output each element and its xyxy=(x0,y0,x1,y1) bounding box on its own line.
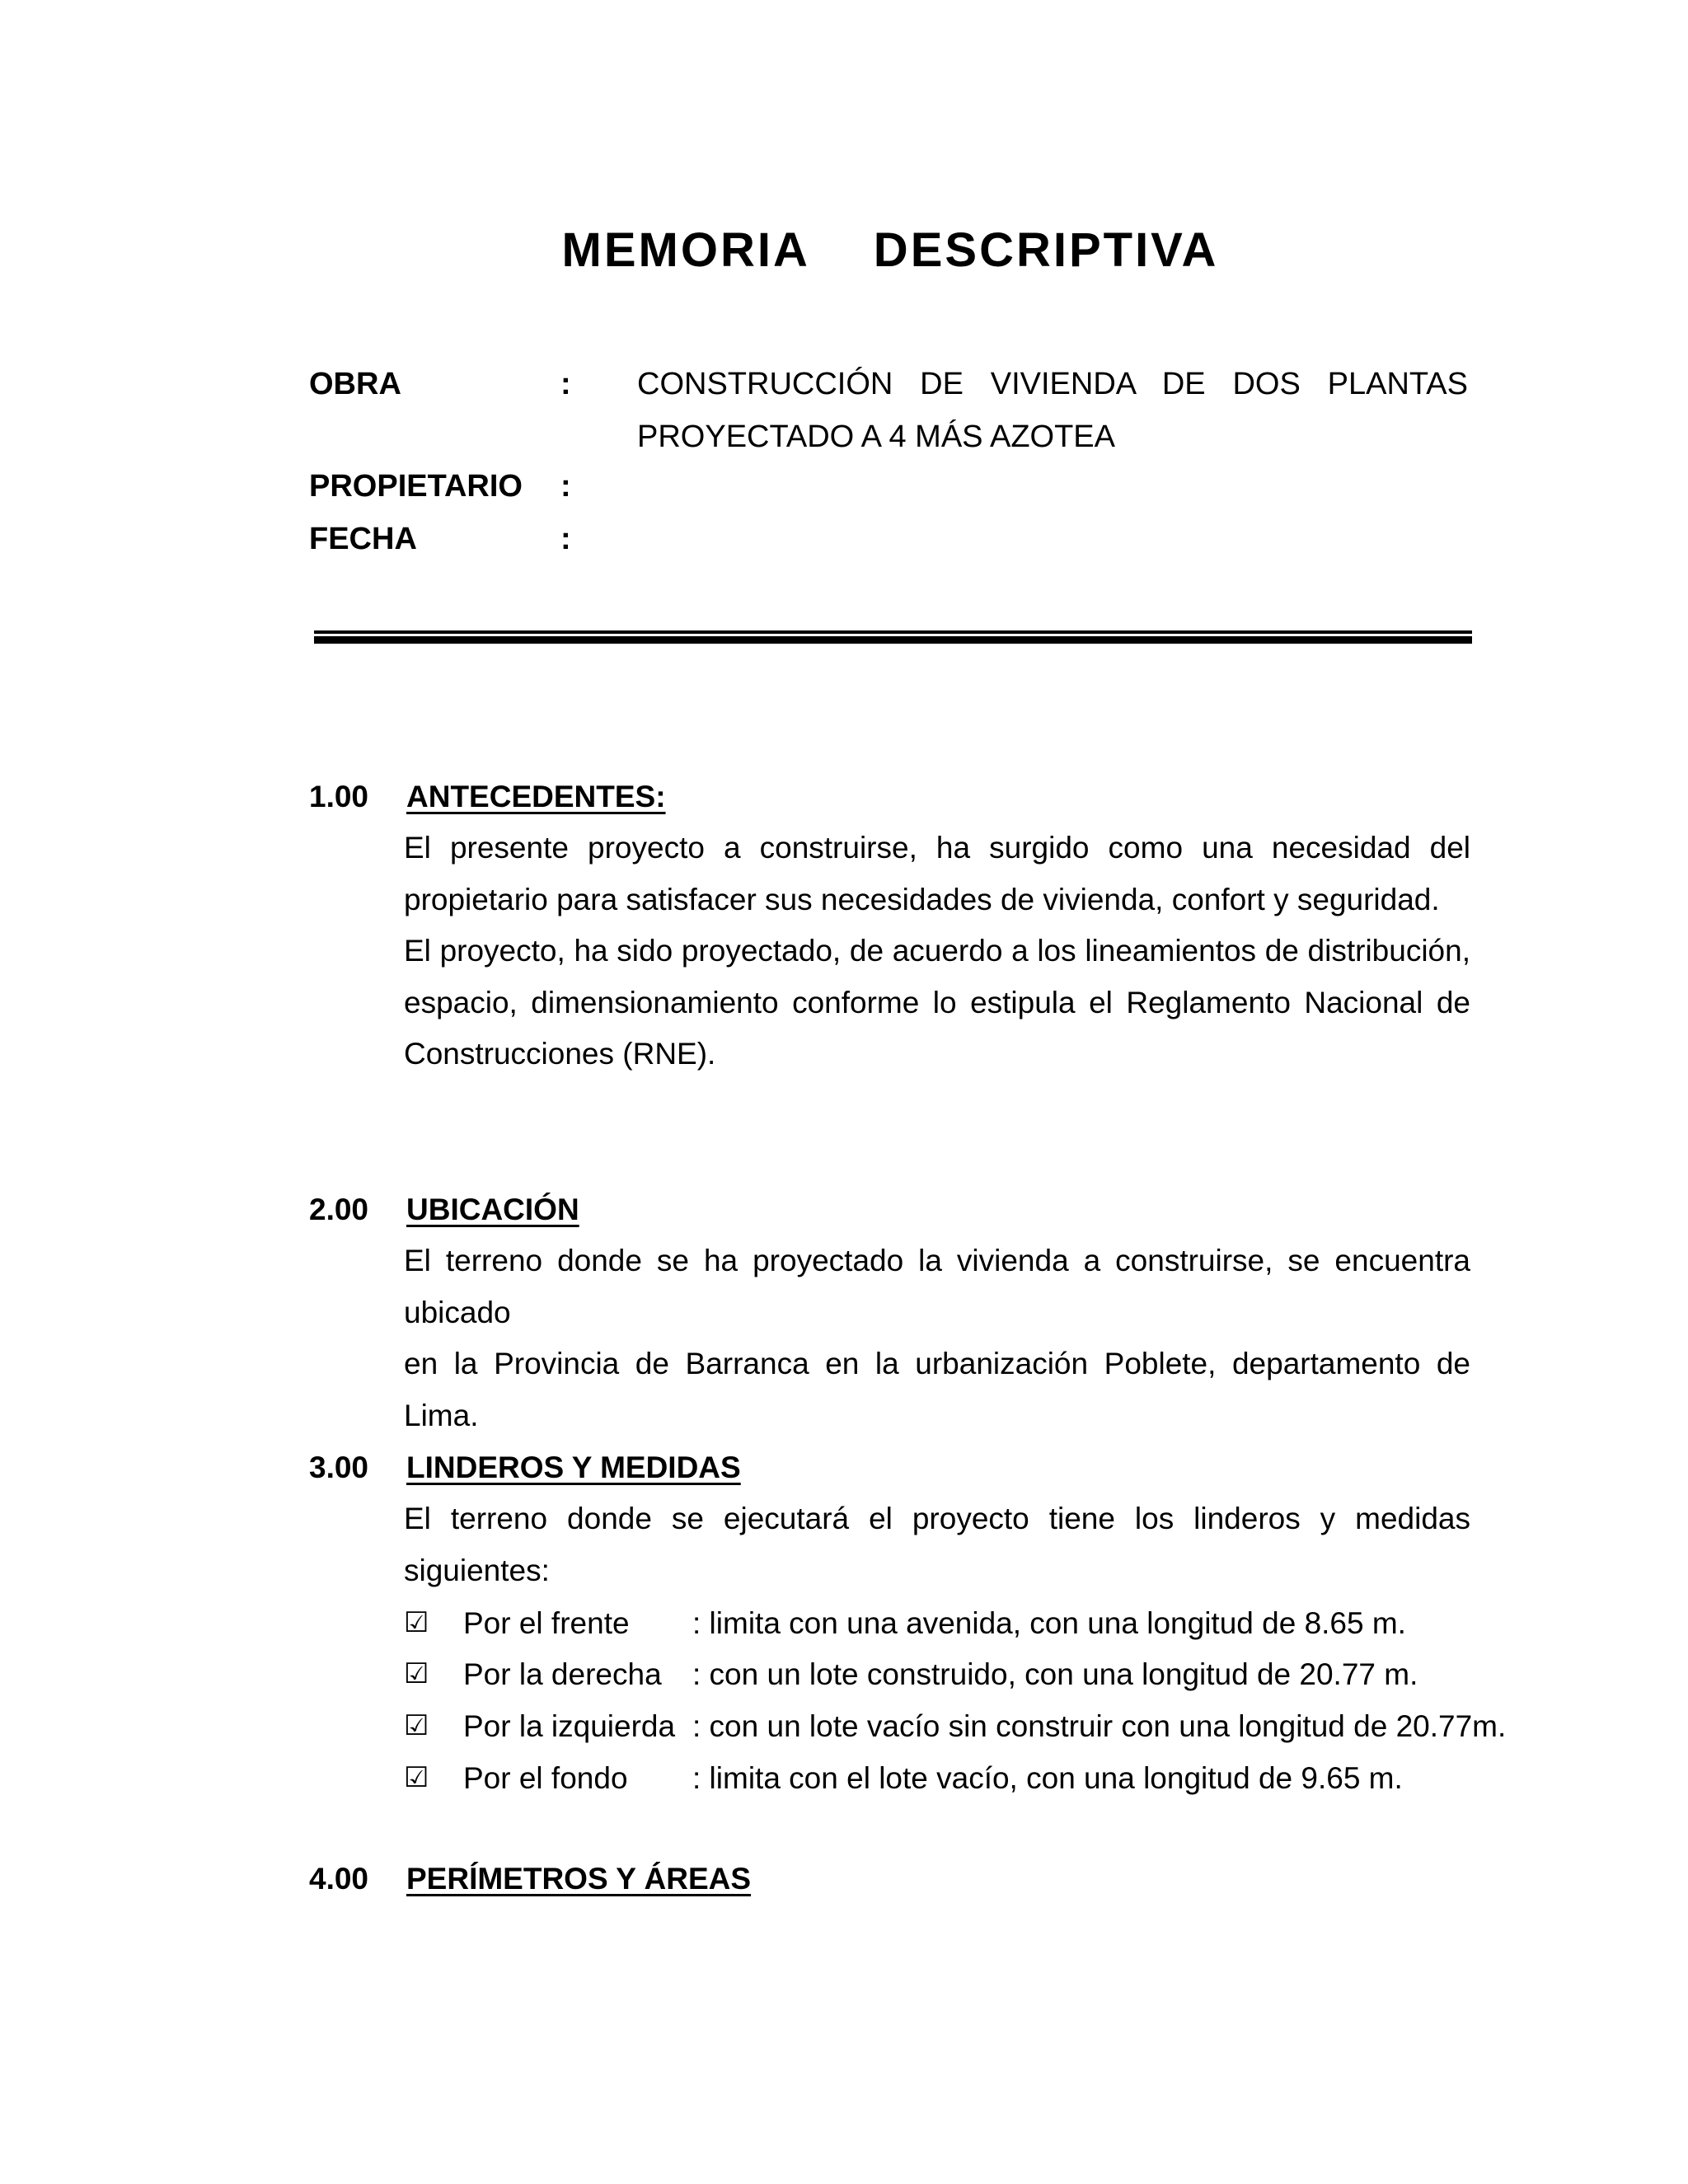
propietario-label: PROPIETARIO xyxy=(309,469,523,504)
obra-value-line-2: PROYECTADO A 4 MÁS AZOTEA xyxy=(637,419,1116,454)
lindero-description: : con un lote construido, con una longitud de 20.77 m. xyxy=(692,1657,1418,1691)
section-1-line: El presente proyecto a construirse, ha surgido como una necesidad del xyxy=(404,831,1470,865)
lindero-description: : limita con el lote vacío, con una longitud de 9.65 m. xyxy=(692,1761,1403,1795)
section-1-title: ANTECEDENTES: xyxy=(406,780,666,813)
obra-colon: : xyxy=(560,367,571,401)
section-2-title: UBICACIÓN xyxy=(406,1193,579,1226)
checkbox-checked-icon: ☑ xyxy=(404,1761,429,1794)
lindero-description: : con un lote vacío sin construir con una longitud de 20.77m. xyxy=(692,1709,1507,1743)
section-2-line: en la Provincia de Barranca en la urbanización Poblete, departamento de Lima. xyxy=(404,1347,1470,1432)
obra-label: OBRA xyxy=(309,367,401,401)
lindero-item-frente xyxy=(404,1597,1492,1649)
section-3-number: 3.00 xyxy=(309,1451,369,1484)
obra-value-line-1: CONSTRUCCIÓN DE VIVIENDA DE DOS PLANTAS xyxy=(637,367,1468,401)
document-title: MEMORIA DESCRIPTIVA xyxy=(561,223,1219,277)
section-2-number: 2.00 xyxy=(309,1193,369,1226)
section-1-line: El proyecto, ha sido proyectado, de acuerdo a los lineamientos de distribución, xyxy=(404,934,1470,968)
lindero-item-izquierda xyxy=(404,1700,1507,1752)
lindero-label: Por el fondo xyxy=(463,1761,628,1795)
section-3-line: siguientes: xyxy=(404,1553,550,1587)
checkbox-checked-icon: ☑ xyxy=(404,1657,429,1690)
section-4-number: 4.00 xyxy=(309,1862,369,1896)
section-1-line: propietario para satisfacer sus necesidades de vivienda, confort y seguridad. xyxy=(404,882,1440,916)
checkbox-checked-icon: ☑ xyxy=(404,1606,429,1639)
lindero-label: Por la derecha xyxy=(463,1657,662,1691)
section-1-line: Construcciones (RNE). xyxy=(404,1037,716,1071)
separator-thin-rule xyxy=(314,630,1472,634)
section-3-line: El terreno donde se ejecutará el proyecto tiene los linderos y medidas xyxy=(404,1502,1470,1535)
lindero-label: Por la izquierda xyxy=(463,1709,676,1743)
lindero-item-fondo xyxy=(404,1752,1492,1804)
fecha-colon: : xyxy=(560,522,571,556)
obra-value xyxy=(637,358,1468,463)
section-3-title: LINDEROS Y MEDIDAS xyxy=(406,1451,741,1484)
lindero-item-derecha xyxy=(404,1648,1492,1700)
lindero-label: Por el frente xyxy=(463,1606,630,1640)
section-1-number: 1.00 xyxy=(309,780,369,813)
section-3-paragraph xyxy=(404,1493,1470,1596)
section-1-paragraph xyxy=(404,823,1470,1080)
checkbox-checked-icon: ☑ xyxy=(404,1709,429,1742)
propietario-colon: : xyxy=(560,469,571,504)
lindero-description: : limita con una avenida, con una longitud de 8.65 m. xyxy=(692,1606,1406,1640)
section-2-paragraph xyxy=(404,1235,1470,1441)
fecha-label: FECHA xyxy=(309,522,417,556)
section-4-title: PERÍMETROS Y ÁREAS xyxy=(406,1862,752,1896)
section-2-line: El terreno donde se ha proyectado la vivienda a construirse, se encuentra ubicado xyxy=(404,1244,1470,1329)
separator-thick-rule xyxy=(314,636,1472,644)
section-1-line: espacio, dimensionamiento conforme lo estipula el Reglamento Nacional de xyxy=(404,985,1470,1019)
